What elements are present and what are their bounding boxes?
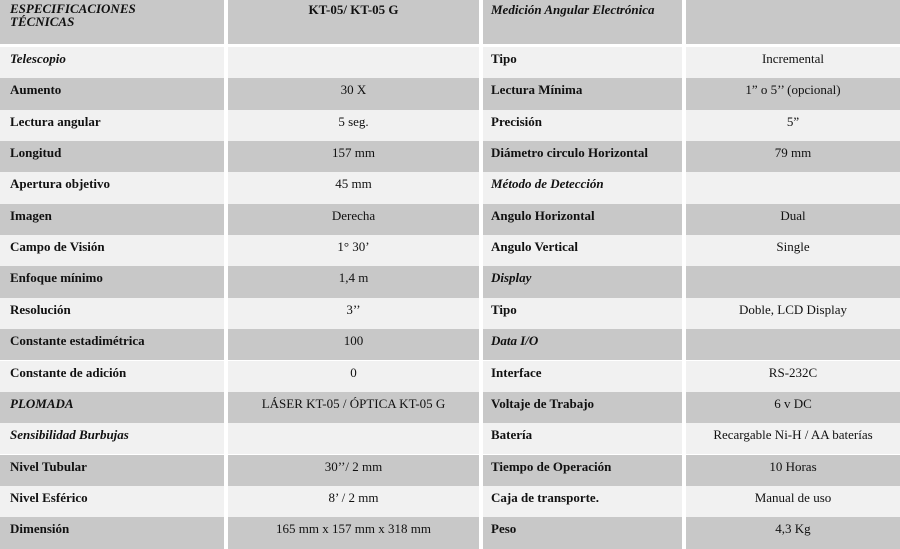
header-blank [686, 0, 900, 44]
spec-right-label: Data I/O [491, 333, 539, 349]
spec-right-value: Single [776, 239, 810, 255]
spec-left-value: Derecha [331, 207, 376, 223]
spec-right-label: Método de Detección [491, 176, 604, 192]
spec-left-label-cell [0, 235, 224, 266]
spec-left-label: Nivel Tubular [10, 458, 87, 474]
spec-left-value-cell [228, 486, 479, 517]
spec-left-value-cell [228, 141, 479, 172]
spec-left-label-cell [0, 141, 224, 172]
spec-left-value-cell [228, 266, 479, 297]
spec-right-value-cell [686, 329, 900, 360]
spec-left-label: Aumento [10, 82, 62, 98]
spec-left-label-cell [0, 361, 224, 392]
spec-right-value: 79 mm [774, 145, 812, 161]
spec-right-label-cell [483, 110, 682, 141]
spec-left-value [228, 47, 479, 51]
spec-right-label-cell [483, 298, 682, 329]
spec-left-label: Telescopio [10, 51, 66, 66]
table-row [0, 141, 900, 172]
spec-left-value: 30 X [340, 82, 367, 98]
spec-left-label: Constante de adición [10, 364, 127, 380]
spec-right-value-cell [686, 141, 900, 172]
spec-right-value: 1” o 5’’ (opcional) [745, 82, 841, 98]
spec-right-label: Peso [491, 521, 517, 537]
spec-left-label-cell [0, 423, 224, 454]
spec-left-label: Nivel Esférico [10, 489, 88, 505]
table-row [0, 47, 900, 78]
table-row [0, 361, 900, 392]
spec-right-label: Angulo Vertical [491, 239, 579, 255]
spec-left-value [228, 423, 479, 427]
spec-left-value: 0 [350, 364, 357, 380]
spec-right-label-cell [483, 392, 682, 423]
spec-right-value: Dual [780, 207, 806, 223]
spec-left-value-cell [228, 329, 479, 360]
spec-right-label-cell [483, 423, 682, 454]
table-row [0, 423, 900, 454]
spec-right-label-cell [483, 455, 682, 486]
spec-right-value-cell [686, 172, 900, 203]
spec-right-value-cell [686, 361, 900, 392]
spec-right-label-cell [483, 486, 682, 517]
spec-right-label-cell [483, 329, 682, 360]
spec-right-value-cell [686, 486, 900, 517]
spec-left-label: Campo de Visión [10, 239, 105, 255]
table-row [0, 172, 900, 203]
spec-right-label: Display [491, 270, 532, 286]
spec-right-label: Angulo Horizontal [491, 207, 595, 223]
spec-left-label: Enfoque mínimo [10, 270, 103, 286]
spec-right-value [686, 329, 900, 333]
spec-right-value: Manual de uso [754, 489, 832, 505]
table-row [0, 392, 900, 423]
spec-left-value: 30’’/ 2 mm [324, 458, 383, 474]
spec-left-label-cell [0, 78, 224, 109]
spec-left-label-cell [0, 204, 224, 235]
spec-left-value: 165 mm x 157 mm x 318 mm [276, 521, 431, 537]
spec-left-value-cell [228, 235, 479, 266]
spec-left-label-cell [0, 455, 224, 486]
spec-right-label: Tiempo de Operación [491, 458, 612, 474]
spec-right-label-cell [483, 204, 682, 235]
spec-right-value [686, 266, 900, 270]
spec-left-label-cell [0, 298, 224, 329]
spec-left-value: 5 seg. [338, 113, 369, 129]
spec-right-value [686, 172, 900, 176]
spec-right-value-cell [686, 204, 900, 235]
spec-right-value-cell [686, 298, 900, 329]
header-model: KT-05/ KT-05 G [228, 0, 479, 44]
spec-right-value: Doble, LCD Display [739, 301, 847, 317]
spec-right-label-cell [483, 361, 682, 392]
spec-right-label: Batería [491, 427, 533, 443]
spec-left-value-cell [228, 361, 479, 392]
spec-right-value: 4,3 Kg [775, 521, 811, 537]
spec-right-label: Voltaje de Trabajo [491, 395, 595, 411]
spec-left-value: 8’ / 2 mm [328, 489, 379, 505]
table-row [0, 266, 900, 297]
spec-left-value-cell [228, 47, 479, 78]
spec-right-label-cell [483, 141, 682, 172]
spec-right-label-cell [483, 172, 682, 203]
spec-right-label-cell [483, 78, 682, 109]
spec-left-label: Constante estadimétrica [10, 333, 145, 349]
table-row [0, 235, 900, 266]
table-row [0, 455, 900, 486]
table-row [0, 204, 900, 235]
spec-left-label-cell [0, 110, 224, 141]
spec-left-value: 100 [343, 333, 364, 349]
spec-right-value: RS-232C [768, 364, 818, 380]
spec-right-label: Tipo [491, 51, 517, 66]
spec-left-value-cell [228, 423, 479, 454]
spec-right-label-cell [483, 47, 682, 78]
spec-left-value: 3’’ [346, 301, 361, 317]
spec-right-value: 6 v DC [774, 395, 812, 411]
spec-left-label: Apertura objetivo [10, 176, 111, 192]
spec-left-value-cell [228, 110, 479, 141]
spec-right-label: Interface [491, 364, 542, 380]
spec-left-label: PLOMADA [10, 395, 74, 411]
spec-left-label: Sensibilidad Burbujas [10, 427, 129, 443]
spec-right-value-cell [686, 110, 900, 141]
spec-left-label: Longitud [10, 145, 62, 161]
header-medicion-angular: Medición Angular Electrónica [483, 0, 682, 44]
spec-right-label: Diámetro circulo Horizontal [491, 145, 648, 161]
spec-left-value: LÁSER KT-05 / ÓPTICA KT-05 G [261, 395, 446, 411]
spec-right-label: Precisión [491, 113, 543, 129]
spec-right-value: Incremental [761, 51, 825, 66]
spec-right-label: Caja de transporte. [491, 489, 599, 505]
spec-left-label-cell [0, 392, 224, 423]
spec-right-value-cell [686, 392, 900, 423]
spec-right-value: 10 Horas [769, 458, 817, 474]
spec-left-value-cell [228, 298, 479, 329]
spec-left-label: Lectura angular [10, 113, 101, 129]
spec-right-label: Tipo [491, 301, 517, 317]
spec-left-value: 45 mm [335, 176, 372, 192]
table-row [0, 298, 900, 329]
spec-left-value-cell [228, 392, 479, 423]
spec-right-label: Lectura Mínima [491, 82, 583, 98]
spec-left-value-cell [228, 78, 479, 109]
spec-left-value-cell [228, 455, 479, 486]
spec-right-value: Recargable Ni-H / AA baterías [713, 427, 873, 443]
spec-right-value-cell [686, 47, 900, 78]
spec-left-label-cell [0, 486, 224, 517]
spec-right-value-cell [686, 423, 900, 454]
spec-right-value: 5” [786, 113, 800, 129]
spec-left-label-cell [0, 329, 224, 360]
spec-right-value-cell [686, 266, 900, 297]
spec-left-label: Resolución [10, 301, 71, 317]
spec-right-label-cell [483, 235, 682, 266]
spec-left-label: Imagen [10, 207, 52, 223]
header-especificaciones: ESPECIFICACIONES TÉCNICAS [0, 0, 224, 44]
table-row [0, 486, 900, 517]
table-row [0, 78, 900, 109]
spec-left-label: Dimensión [10, 521, 70, 537]
spec-left-label-cell [0, 266, 224, 297]
spec-left-value-cell [228, 172, 479, 203]
spec-right-value-cell [686, 235, 900, 266]
table-row [0, 329, 900, 360]
spec-left-label-cell [0, 172, 224, 203]
spec-right-value-cell [686, 455, 900, 486]
table-row [0, 110, 900, 141]
spec-right-label-cell [483, 266, 682, 297]
spec-left-value: 1,4 m [338, 270, 369, 286]
spec-left-value: 157 mm [332, 145, 375, 161]
spec-left-value-cell [228, 204, 479, 235]
spec-left-value: 1° 30’ [337, 239, 370, 255]
spec-right-value-cell [686, 78, 900, 109]
table-header-row [0, 0, 900, 44]
spec-left-label-cell [0, 47, 224, 78]
